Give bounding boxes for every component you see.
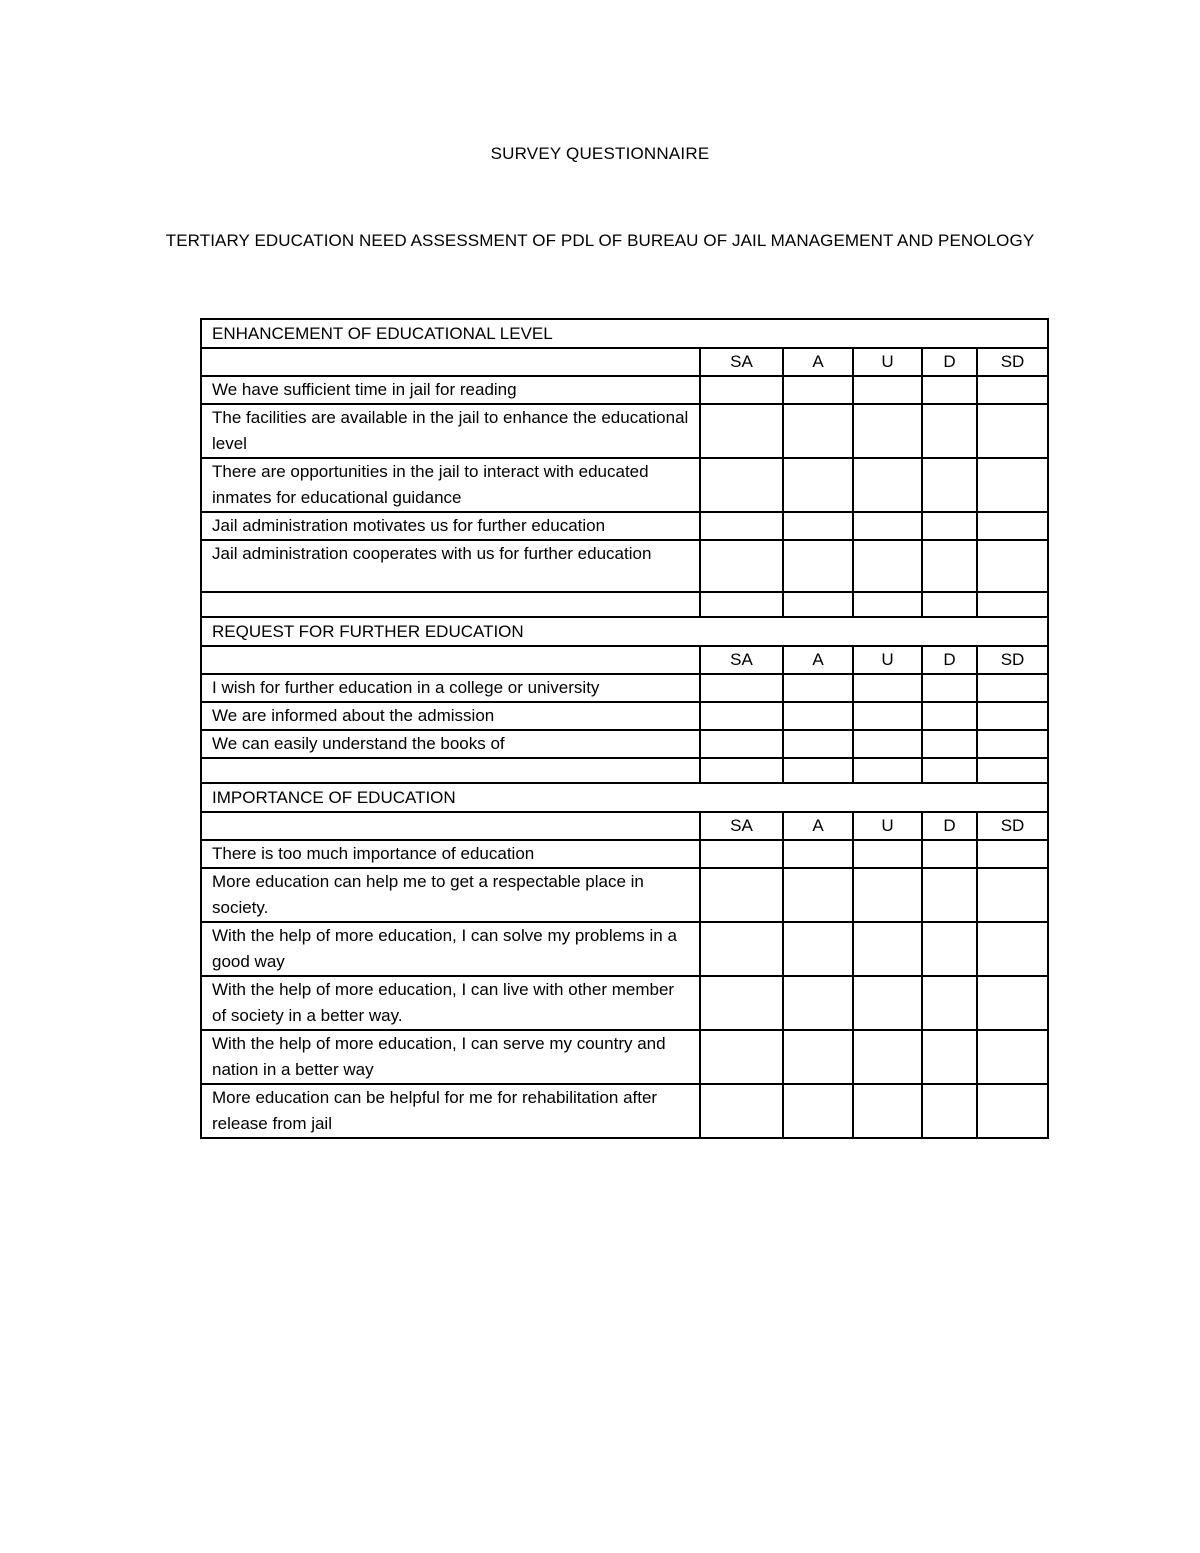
blank-cell — [783, 758, 853, 783]
response-cell-d[interactable] — [922, 458, 977, 512]
response-cell-d[interactable] — [922, 376, 977, 404]
response-cell-d[interactable] — [922, 730, 977, 758]
response-cell-u[interactable] — [853, 702, 922, 730]
scale-label-u: U — [853, 812, 922, 840]
document-title: SURVEY QUESTIONNAIRE — [490, 144, 710, 163]
scale-label-u: U — [853, 348, 922, 376]
response-cell-d[interactable] — [922, 1084, 977, 1138]
blank-cell — [922, 758, 977, 783]
response-cell-sa[interactable] — [700, 868, 783, 922]
response-cell-sa[interactable] — [700, 404, 783, 458]
question-text: There are opportunities in the jail to interact with educated inmates for educational guidance — [201, 458, 700, 512]
response-cell-u[interactable] — [853, 1084, 922, 1138]
response-cell-sa[interactable] — [700, 976, 783, 1030]
question-text: Jail administration cooperates with us for further education — [201, 540, 700, 592]
response-cell-sd[interactable] — [977, 404, 1048, 458]
question-row — [201, 1030, 1048, 1084]
question-row — [201, 1084, 1048, 1138]
response-cell-sa[interactable] — [700, 1030, 783, 1084]
response-cell-a[interactable] — [783, 976, 853, 1030]
blank-cell — [201, 348, 700, 376]
section-title: REQUEST FOR FURTHER EDUCATION — [201, 617, 1048, 646]
scale-label-sd: SD — [977, 646, 1048, 674]
blank-cell — [977, 758, 1048, 783]
response-cell-u[interactable] — [853, 540, 922, 592]
response-cell-u[interactable] — [853, 1030, 922, 1084]
scale-label-d: D — [922, 348, 977, 376]
response-cell-u[interactable] — [853, 512, 922, 540]
response-cell-u[interactable] — [853, 840, 922, 868]
scale-label-u: U — [853, 646, 922, 674]
scale-label-sd: SD — [977, 348, 1048, 376]
question-row — [201, 512, 1048, 540]
scale-label-d: D — [922, 812, 977, 840]
question-row — [201, 376, 1048, 404]
survey-table — [200, 318, 1049, 1139]
question-text: I wish for further education in a college or university — [201, 674, 700, 702]
question-text: With the help of more education, I can serve my country and nation in a better way — [201, 1030, 700, 1084]
blank-cell — [700, 592, 783, 617]
response-cell-d[interactable] — [922, 702, 977, 730]
question-text: Jail administration motivates us for further education — [201, 512, 700, 540]
blank-cell — [201, 812, 700, 840]
response-cell-a[interactable] — [783, 540, 853, 592]
blank-cell — [201, 758, 700, 783]
response-cell-a[interactable] — [783, 868, 853, 922]
response-cell-sd[interactable] — [977, 512, 1048, 540]
response-cell-d[interactable] — [922, 674, 977, 702]
response-cell-a[interactable] — [783, 730, 853, 758]
scale-header-row — [201, 348, 1048, 376]
response-cell-d[interactable] — [922, 1030, 977, 1084]
response-cell-sa[interactable] — [700, 458, 783, 512]
response-cell-sa[interactable] — [700, 1084, 783, 1138]
question-row — [201, 976, 1048, 1030]
response-cell-a[interactable] — [783, 702, 853, 730]
question-text: There is too much importance of education — [201, 840, 700, 868]
response-cell-u[interactable] — [853, 458, 922, 512]
scale-label-a: A — [783, 348, 853, 376]
response-cell-u[interactable] — [853, 868, 922, 922]
scale-label-d: D — [922, 646, 977, 674]
scale-label-sd: SD — [977, 812, 1048, 840]
response-cell-d[interactable] — [922, 512, 977, 540]
blank-cell — [853, 592, 922, 617]
response-cell-u[interactable] — [853, 674, 922, 702]
blank-cell — [783, 592, 853, 617]
question-text: More education can help me to get a respectable place in society. — [201, 868, 700, 922]
response-cell-sd[interactable] — [977, 868, 1048, 922]
response-cell-d[interactable] — [922, 922, 977, 976]
response-cell-u[interactable] — [853, 730, 922, 758]
response-cell-a[interactable] — [783, 922, 853, 976]
response-cell-sa[interactable] — [700, 840, 783, 868]
response-cell-u[interactable] — [853, 922, 922, 976]
question-row — [201, 702, 1048, 730]
response-cell-a[interactable] — [783, 376, 853, 404]
blank-cell — [977, 592, 1048, 617]
document-subtitle: TERTIARY EDUCATION NEED ASSESSMENT OF PDL OF BUREAU OF JAIL MANAGEMENT AND PENOLOGY — [165, 231, 1035, 250]
response-cell-a[interactable] — [783, 1030, 853, 1084]
section-title-row — [201, 319, 1048, 348]
response-cell-sd[interactable] — [977, 540, 1048, 592]
blank-cell — [201, 592, 700, 617]
response-cell-sd[interactable] — [977, 674, 1048, 702]
response-cell-a[interactable] — [783, 512, 853, 540]
question-row — [201, 922, 1048, 976]
response-cell-sd[interactable] — [977, 376, 1048, 404]
question-text: The facilities are available in the jail to enhance the educational level — [201, 404, 700, 458]
section-title-row — [201, 617, 1048, 646]
response-cell-d[interactable] — [922, 540, 977, 592]
response-cell-a[interactable] — [783, 458, 853, 512]
section-title: IMPORTANCE OF EDUCATION — [201, 783, 1048, 812]
response-cell-u[interactable] — [853, 404, 922, 458]
response-cell-sd[interactable] — [977, 730, 1048, 758]
blank-cell — [201, 646, 700, 674]
response-cell-sd[interactable] — [977, 1030, 1048, 1084]
response-cell-sd[interactable] — [977, 976, 1048, 1030]
response-cell-d[interactable] — [922, 840, 977, 868]
scale-label-sa: SA — [700, 812, 783, 840]
question-text: With the help of more education, I can live with other member of society in a better way. — [201, 976, 700, 1030]
response-cell-sa[interactable] — [700, 730, 783, 758]
response-cell-sa[interactable] — [700, 540, 783, 592]
question-row — [201, 730, 1048, 758]
response-cell-sa[interactable] — [700, 512, 783, 540]
response-cell-a[interactable] — [783, 674, 853, 702]
response-cell-sd[interactable] — [977, 458, 1048, 512]
response-cell-sa[interactable] — [700, 674, 783, 702]
response-cell-sd[interactable] — [977, 1084, 1048, 1138]
scale-label-sa: SA — [700, 348, 783, 376]
blank-cell — [922, 592, 977, 617]
scale-label-a: A — [783, 812, 853, 840]
question-row — [201, 868, 1048, 922]
scale-header-row — [201, 646, 1048, 674]
response-cell-a[interactable] — [783, 840, 853, 868]
response-cell-sa[interactable] — [700, 376, 783, 404]
scale-label-a: A — [783, 646, 853, 674]
scale-header-row — [201, 812, 1048, 840]
response-cell-d[interactable] — [922, 868, 977, 922]
section-title: ENHANCEMENT OF EDUCATIONAL LEVEL — [201, 319, 1048, 348]
spacer-row — [201, 592, 1048, 617]
question-row — [201, 540, 1048, 592]
response-cell-sa[interactable] — [700, 922, 783, 976]
response-cell-sd[interactable] — [977, 702, 1048, 730]
response-cell-sd[interactable] — [977, 922, 1048, 976]
response-cell-d[interactable] — [922, 976, 977, 1030]
question-row — [201, 404, 1048, 458]
response-cell-u[interactable] — [853, 976, 922, 1030]
question-text: We can easily understand the books of — [201, 730, 700, 758]
question-row — [201, 458, 1048, 512]
response-cell-sa[interactable] — [700, 702, 783, 730]
spacer-row — [201, 758, 1048, 783]
question-text: We are informed about the admission — [201, 702, 700, 730]
question-text: With the help of more education, I can solve my problems in a good way — [201, 922, 700, 976]
blank-cell — [853, 758, 922, 783]
question-row — [201, 840, 1048, 868]
question-text: We have sufficient time in jail for reading — [201, 376, 700, 404]
blank-cell — [700, 758, 783, 783]
response-cell-sd[interactable] — [977, 840, 1048, 868]
response-cell-a[interactable] — [783, 404, 853, 458]
section-title-row — [201, 783, 1048, 812]
response-cell-d[interactable] — [922, 404, 977, 458]
scale-label-sa: SA — [700, 646, 783, 674]
question-row — [201, 674, 1048, 702]
response-cell-u[interactable] — [853, 376, 922, 404]
response-cell-a[interactable] — [783, 1084, 853, 1138]
question-text: More education can be helpful for me for rehabilitation after release from jail — [201, 1084, 700, 1138]
